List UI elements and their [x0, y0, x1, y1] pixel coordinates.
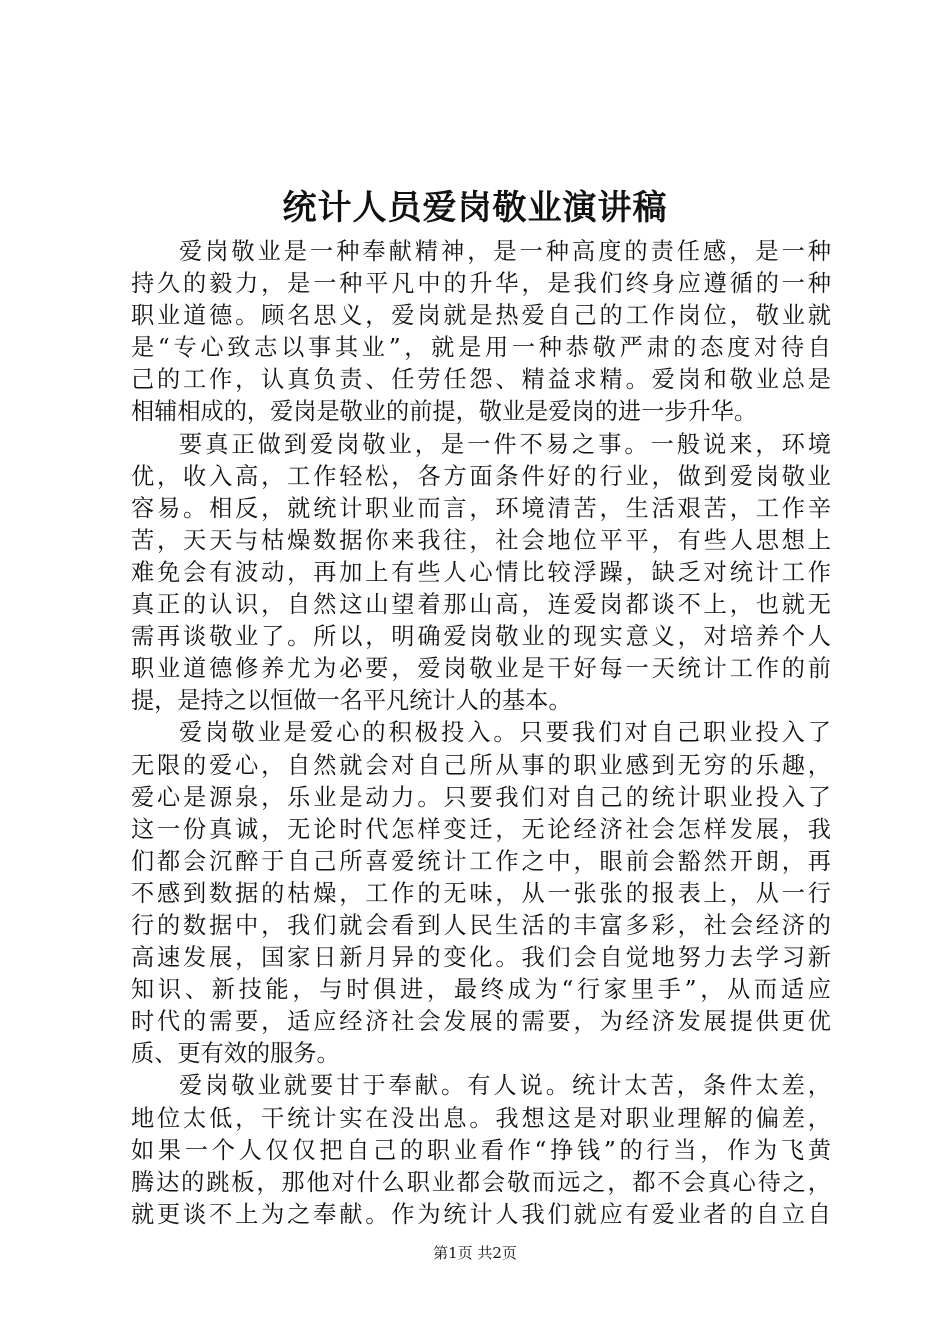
paragraph-line: 们都会沉醉于自己所喜爱统计工作之中，眼前会豁然开朗，再	[131, 847, 831, 875]
paragraph-line: 要真正做到爱岗敬业，是一件不易之事。一般说来，环境	[179, 430, 831, 458]
paragraph-line: 职业道德。顾名思义，爱岗就是热爱自己的工作岗位，敬业就	[131, 302, 831, 330]
paragraph-line: 容易。相反，就统计职业而言，环境清苦，生活艰苦，工作辛	[131, 494, 831, 522]
paragraph-line: 质、更有效的服务。	[131, 1040, 340, 1068]
paragraph-line: 爱岗敬业就要甘于奉献。有人说。统计太苦，条件太差，	[179, 1072, 831, 1100]
paragraph-line: 行的数据中，我们就会看到人民生活的丰富多彩，社会经济的	[131, 911, 831, 939]
paragraph	[131, 1070, 831, 1230]
paragraph-line: 持久的毅力，是一种平凡中的升华，是我们终身应遵循的一种	[131, 270, 831, 298]
paragraph-line: 优，收入高，工作轻松，各方面条件好的行业，做到爱岗敬业	[131, 462, 831, 490]
paragraph-line: 这一份真诚，无论时代怎样变迁，无论经济社会怎样发展，我	[131, 815, 831, 843]
paragraph-line: 知识、新技能，与时俱进，最终成为“行家里手”，从而适应	[131, 976, 831, 1004]
paragraph	[131, 717, 831, 1070]
document-body	[131, 236, 831, 1231]
paragraph-line: 职业道德修养尤为必要，爱岗敬业是干好每一天统计工作的前	[131, 655, 831, 683]
page-footer: 第1页 共2页	[433, 1244, 517, 1262]
paragraph-line: 不感到数据的枯燥，工作的无味，从一张张的报表上，从一行	[131, 879, 831, 907]
paragraph-line: 苦，天天与枯燥数据你来我往，社会地位平平，有些人思想上	[131, 526, 831, 554]
paragraph-line: 就更谈不上为之奉献。作为统计人我们就应有爱业者的自立自	[131, 1200, 831, 1228]
paragraph-line: 爱岗敬业是爱心的积极投入。只要我们对自己职业投入了	[179, 719, 831, 747]
paragraph-line: 真正的认识，自然这山望着那山高，连爱岗都谈不上，也就无	[131, 591, 831, 619]
paragraph-line: 己的工作，认真负责、任劳任怨、精益求精。爱岗和敬业总是	[131, 366, 831, 394]
paragraph-line: 时代的需要，适应经济社会发展的需要，为经济发展提供更优	[131, 1008, 831, 1036]
paragraph-line: 高速发展，国家日新月异的变化。我们会自觉地努力去学习新	[131, 944, 831, 972]
paragraph-line: 如果一个人仅仅把自己的职业看作“挣钱”的行当，作为飞黄	[131, 1136, 831, 1164]
paragraph-line: 难免会有波动，再加上有些人心情比较浮躁，缺乏对统计工作	[131, 558, 831, 586]
paragraph-line: 爱岗敬业是一种奉献精神，是一种高度的责任感，是一种	[179, 238, 831, 265]
document-title: 统计人员爱岗敬业演讲稿	[282, 188, 668, 228]
paragraph-line: 地位太低，干统计实在没出息。我想这是对职业理解的偏差，	[131, 1104, 831, 1132]
paragraph-line: 无限的爱心，自然就会对自己所从事的职业感到无穷的乐趣，	[131, 751, 831, 779]
paragraph-line: 腾达的跳板，那他对什么职业都会敬而远之，都不会真心待之，	[131, 1168, 831, 1196]
paragraph	[131, 236, 831, 429]
paragraph-line: 提，是持之以恒做一名平凡统计人的基本。	[131, 687, 572, 715]
paragraph-line: 需再谈敬业了。所以，明确爱岗敬业的现实意义，对培养个人	[131, 623, 831, 651]
paragraph-line: 爱心是源泉，乐业是动力。只要我们对自己的统计职业投入了	[131, 783, 831, 811]
paragraph	[131, 429, 831, 718]
paragraph-line: 相辅相成的，爱岗是敬业的前提，敬业是爱岗的进一步升华。	[131, 398, 758, 426]
paragraph-line: 是“专心致志以事其业”，就是用一种恭敬严肃的态度对待自	[131, 334, 831, 362]
